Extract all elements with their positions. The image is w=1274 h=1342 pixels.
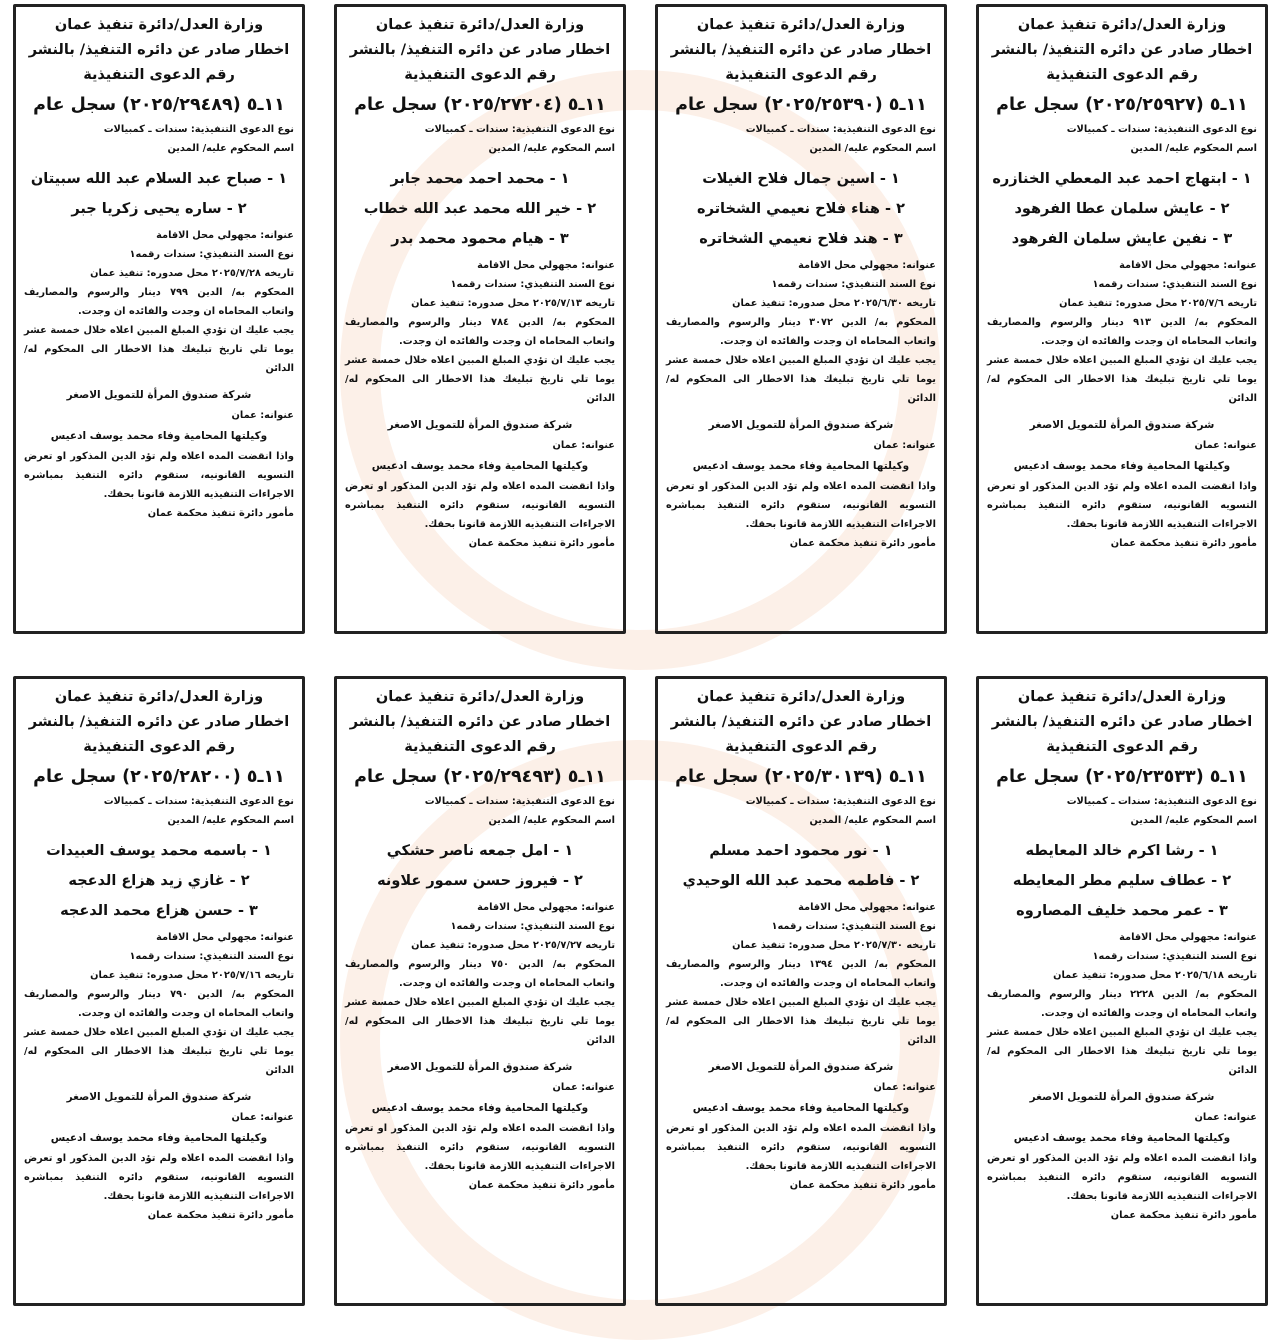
creditor-name: شركة صندوق المرأة للتمويل الاصغر [1029, 1091, 1215, 1103]
payment-notice: يجب عليك ان تؤدي المبلغ المبين اعلاه خلال خمسة عشر يوما تلي تاريخ تبليغك هذا الاخطار الى المحكوم له/ الدائن [24, 1027, 294, 1076]
notices-grid [12, 4, 1268, 1306]
debtor-names [345, 836, 615, 896]
creditor-address: عنوانه: عمان [1194, 440, 1257, 451]
debtor-name: ٢ - ساره يحيى زكريا جبر [71, 201, 247, 217]
case-suffix: سجل عام [354, 95, 438, 115]
amount-prefix: المحكوم به/ الدين [197, 287, 294, 298]
amount-line [666, 955, 936, 993]
creditor-address: عنوانه: عمان [873, 440, 936, 451]
debtor-name: ١ - محمد احمد محمد جابر [390, 171, 570, 187]
lawyer-name: وكيلتها المحامية وفاء محمد يوسف ادعيس [692, 460, 910, 472]
case-prefix: ١١ـ٥ [1209, 95, 1248, 115]
case-label: رقم الدعوى التنفيذية [1046, 739, 1198, 755]
warning-text: واذا انقضت المده اعلاه ولم تؤد الدين المذكور او تعرض التسويه القانونيه، ستقوم دائره التنفيذ بمباشره الاجراءات التنفيذيه اللازمة قانونا بحقك. [987, 1153, 1257, 1202]
debtor-name: ٣ - هند فلاح نعيمي الشخاتره [699, 231, 903, 247]
warning-text: واذا انقضت المده اعلاه ولم تؤد الدين المذكور او تعرض التسويه القانونيه، ستقوم دائره التنفيذ بمباشره الاجراءات التنفيذيه اللازمة قانونا بحقك. [666, 481, 936, 530]
date-line: تاريخه ٢٠٢٥/٦/٣٠ محل صدوره: تنفيذ عمان [732, 298, 936, 309]
amount-suffix: دينار والرسوم والمصاريف واتعاب المحاماه ان وجدت والفائده ان وجدت. [987, 317, 1257, 347]
address: عنوانه: مجهولي محل الاقامة [798, 260, 936, 271]
amount-suffix: دينار والرسوم والمصاريف واتعاب المحاماه ان وجدت والفائده ان وجدت. [24, 287, 294, 317]
debtor-label: اسم المحكوم عليه/ المدين [809, 815, 936, 826]
debtor-label: اسم المحكوم عليه/ المدين [488, 815, 615, 826]
officer-signature: مأمور دائرة تنفيذ محكمة عمان [1110, 1210, 1257, 1221]
amount-line [345, 313, 615, 351]
case-number-line [345, 90, 615, 120]
officer-signature: مأمور دائرة تنفيذ محكمة عمان [789, 538, 936, 549]
warning-text: واذا انقضت المده اعلاه ولم تؤد الدين المذكور او تعرض التسويه القانونيه، ستقوم دائره التنفيذ بمباشره الاجراءات التنفيذيه اللازمة قانونا بحقك. [666, 1123, 936, 1172]
debtor-names [666, 836, 936, 896]
case-number-line [666, 90, 936, 120]
debtor-label: اسم المحكوم عليه/ المدين [1130, 815, 1257, 826]
address: عنوانه: مجهولي محل الاقامة [1119, 932, 1257, 943]
debtor-names [345, 164, 615, 254]
case-suffix: سجل عام [996, 767, 1080, 787]
debtor-name: ١ - باسمه محمد يوسف العبيدات [46, 843, 272, 859]
amount-prefix: المحكوم به/ الدين [1160, 317, 1257, 328]
amount-suffix: دينار والرسوم والمصاريف واتعاب المحاماه ان وجدت والفائده ان وجدت. [987, 989, 1257, 1019]
debtor-name: ٢ - فاطمه محمد عبد الله الوحيدي [682, 873, 920, 889]
lawyer-name: وكيلتها المحامية وفاء محمد يوسف ادعيس [50, 430, 268, 442]
debtor-name: ٣ - نفين عايش سلمان الفرهود [1011, 231, 1233, 247]
date-line: تاريخه ٢٠٢٥/٦/١٨ محل صدوره: تنفيذ عمان [1053, 970, 1257, 981]
case-prefix: ١١ـ٥ [246, 95, 285, 115]
lawyer-name: وكيلتها المحامية وفاء محمد يوسف ادعيس [692, 1102, 910, 1114]
debtor-names [24, 836, 294, 926]
case-number-line [987, 762, 1257, 792]
instrument-type: نوع السند التنفيذي: سندات رقمه١ [771, 921, 936, 932]
debtor-name: ١ - اسين جمال فلاح الغيلات [702, 171, 900, 187]
date-line: تاريخه ٢٠٢٥/٧/٢٨ محل صدوره: تنفيذ عمان [90, 268, 294, 279]
case-prefix: ١١ـ٥ [888, 95, 927, 115]
lawyer-name: وكيلتها المحامية وفاء محمد يوسف ادعيس [371, 460, 589, 472]
address: عنوانه: مجهولي محل الاقامة [798, 902, 936, 913]
warning-text: واذا انقضت المده اعلاه ولم تؤد الدين المذكور او تعرض التسويه القانونيه، ستقوم دائره التنفيذ بمباشره الاجراءات التنفيذيه اللازمة قانونا بحقك. [345, 1123, 615, 1172]
warning-text: واذا انقضت المده اعلاه ولم تؤد الدين المذكور او تعرض التسويه القانونيه، ستقوم دائره التنفيذ بمباشره الاجراءات التنفيذيه اللازمة قانونا بحقك. [345, 481, 615, 530]
debtor-name: ١ - رشا اكرم خالد المعايطه [1025, 843, 1219, 859]
notice-title: اخطار صادر عن دائره التنفيذ/ بالنشر [349, 714, 611, 730]
amount-value: ٧٩٩ [170, 287, 189, 298]
notice-title: اخطار صادر عن دائره التنفيذ/ بالنشر [349, 42, 611, 58]
lawyer-name: وكيلتها المحامية وفاء محمد يوسف ادعيس [371, 1102, 589, 1114]
debtor-name: ١ - صباح عبد السلام عبد الله سبيتان [30, 171, 288, 187]
case-suffix: سجل عام [675, 767, 759, 787]
amount-suffix: دينار والرسوم والمصاريف واتعاب المحاماه ان وجدت والفائده ان وجدت. [666, 317, 936, 347]
payment-notice: يجب عليك ان تؤدي المبلغ المبين اعلاه خلال خمسة عشر يوما تلي تاريخ تبليغك هذا الاخطار الى المحكوم له/ الدائن [345, 997, 615, 1046]
debtor-label: اسم المحكوم عليه/ المدين [809, 143, 936, 154]
creditor-address: عنوانه: عمان [552, 1082, 615, 1093]
case-label: رقم الدعوى التنفيذية [83, 739, 235, 755]
debtor-names [987, 836, 1257, 926]
debtor-name: ٢ - غازي زيد هزاع الدعجه [68, 873, 250, 889]
debtor-name: ٢ - عايش سلمان عطا الفرهود [1014, 201, 1230, 217]
debtor-label: اسم المحكوم عليه/ المدين [488, 143, 615, 154]
debtor-name: ٢ - هناء فلاح نعيمي الشخاتره [697, 201, 905, 217]
creditor-address: عنوانه: عمان [1194, 1112, 1257, 1123]
amount-prefix: المحكوم به/ الدين [518, 959, 615, 970]
debtor-name: ٣ - هيام محمود محمد بدر [391, 231, 569, 247]
ministry-header: وزارة العدل/دائرة تنفيذ عمان [696, 17, 906, 33]
creditor-address: عنوانه: عمان [552, 440, 615, 451]
legal-notice [655, 676, 947, 1306]
amount-value: ٣٠٧٢ [809, 317, 834, 328]
debtor-label: اسم المحكوم عليه/ المدين [167, 143, 294, 154]
creditor-address: عنوانه: عمان [231, 410, 294, 421]
instrument-type: نوع السند التنفيذي: سندات رقمه١ [129, 951, 294, 962]
case-label: رقم الدعوى التنفيذية [404, 739, 556, 755]
case-type: نوع الدعوى التنفيذية: سندات ـ كمبيالات [745, 124, 936, 135]
address: عنوانه: مجهولي محل الاقامة [477, 260, 615, 271]
amount-prefix: المحكوم به/ الدين [841, 959, 936, 970]
amount-line [345, 955, 615, 993]
payment-notice: يجب عليك ان تؤدي المبلغ المبين اعلاه خلال خمسة عشر يوما تلي تاريخ تبليغك هذا الاخطار الى المحكوم له/ الدائن [24, 325, 294, 374]
creditor-address: عنوانه: عمان [873, 1082, 936, 1093]
amount-suffix: دينار والرسوم والمصاريف واتعاب المحاماه ان وجدت والفائده ان وجدت. [345, 959, 615, 989]
case-label: رقم الدعوى التنفيذية [725, 67, 877, 83]
debtor-names [987, 164, 1257, 254]
instrument-type: نوع السند التنفيذي: سندات رقمه١ [771, 279, 936, 290]
payment-notice: يجب عليك ان تؤدي المبلغ المبين اعلاه خلال خمسة عشر يوما تلي تاريخ تبليغك هذا الاخطار الى المحكوم له/ الدائن [666, 997, 936, 1046]
amount-line [24, 985, 294, 1023]
creditor-name: شركة صندوق المرأة للتمويل الاصغر [387, 1061, 573, 1073]
case-number: (٢٠٢٥/٢٥٩٢٧) [1085, 95, 1204, 115]
ministry-header: وزارة العدل/دائرة تنفيذ عمان [696, 689, 906, 705]
case-label: رقم الدعوى التنفيذية [83, 67, 235, 83]
amount-suffix: دينار والرسوم والمصاريف واتعاب المحاماه ان وجدت والفائده ان وجدت. [24, 989, 294, 1019]
case-label: رقم الدعوى التنفيذية [725, 739, 877, 755]
payment-notice: يجب عليك ان تؤدي المبلغ المبين اعلاه خلال خمسة عشر يوما تلي تاريخ تبليغك هذا الاخطار الى المحكوم له/ الدائن [666, 355, 936, 404]
case-type: نوع الدعوى التنفيذية: سندات ـ كمبيالات [1066, 796, 1257, 807]
debtor-name: ٣ - حسن هزاع محمد الدعجه [60, 903, 258, 919]
legal-notice [334, 4, 626, 634]
debtor-name: ١ - نور محمود احمد مسلم [709, 843, 893, 859]
instrument-type: نوع السند التنفيذي: سندات رقمه١ [450, 921, 615, 932]
warning-text: واذا انقضت المده اعلاه ولم تؤد الدين المذكور او تعرض التسويه القانونيه، ستقوم دائره التنفيذ بمباشره الاجراءات التنفيذيه اللازمة قانونا بحقك. [24, 451, 294, 500]
date-line: تاريخه ٢٠٢٥/٧/١٣ محل صدوره: تنفيذ عمان [411, 298, 615, 309]
officer-signature: مأمور دائرة تنفيذ محكمة عمان [468, 538, 615, 549]
case-prefix: ١١ـ٥ [1209, 767, 1248, 787]
amount-suffix: دينار والرسوم والمصاريف واتعاب المحاماه ان وجدت والفائده ان وجدت. [666, 959, 936, 989]
amount-value: ٧٩٠ [170, 989, 189, 1000]
ministry-header: وزارة العدل/دائرة تنفيذ عمان [375, 689, 585, 705]
notice-title: اخطار صادر عن دائره التنفيذ/ بالنشر [991, 714, 1253, 730]
creditor-name: شركة صندوق المرأة للتمويل الاصغر [708, 419, 894, 431]
amount-prefix: المحكوم به/ الدين [841, 317, 936, 328]
case-number: (٢٠٢٥/٢٨٢٠٠) [122, 767, 241, 787]
lawyer-name: وكيلتها المحامية وفاء محمد يوسف ادعيس [50, 1132, 268, 1144]
address: عنوانه: مجهولي محل الاقامة [477, 902, 615, 913]
legal-notice [13, 676, 305, 1306]
creditor-name: شركة صندوق المرأة للتمويل الاصغر [66, 1091, 252, 1103]
officer-signature: مأمور دائرة تنفيذ محكمة عمان [147, 508, 294, 519]
case-prefix: ١١ـ٥ [888, 767, 927, 787]
amount-line [24, 283, 294, 321]
notice-title: اخطار صادر عن دائره التنفيذ/ بالنشر [28, 714, 290, 730]
debtor-name: ٢ - عطاف سليم مطر المعايطه [1012, 873, 1232, 889]
case-type: نوع الدعوى التنفيذية: سندات ـ كمبيالات [424, 796, 615, 807]
ministry-header: وزارة العدل/دائرة تنفيذ عمان [375, 17, 585, 33]
case-type: نوع الدعوى التنفيذية: سندات ـ كمبيالات [1066, 124, 1257, 135]
case-number-line [666, 762, 936, 792]
case-suffix: سجل عام [996, 95, 1080, 115]
ministry-header: وزارة العدل/دائرة تنفيذ عمان [54, 689, 264, 705]
legal-notice [976, 676, 1268, 1306]
payment-notice: يجب عليك ان تؤدي المبلغ المبين اعلاه خلال خمسة عشر يوما تلي تاريخ تبليغك هذا الاخطار الى المحكوم له/ الدائن [345, 355, 615, 404]
notice-title: اخطار صادر عن دائره التنفيذ/ بالنشر [28, 42, 290, 58]
case-number-line [345, 762, 615, 792]
legal-notice [976, 4, 1268, 634]
case-type: نوع الدعوى التنفيذية: سندات ـ كمبيالات [103, 124, 294, 135]
amount-value: ٢٢٢٨ [1130, 989, 1155, 1000]
lawyer-name: وكيلتها المحامية وفاء محمد يوسف ادعيس [1013, 460, 1231, 472]
warning-text: واذا انقضت المده اعلاه ولم تؤد الدين المذكور او تعرض التسويه القانونيه، ستقوم دائره التنفيذ بمباشره الاجراءات التنفيذيه اللازمة قانونا بحقك. [24, 1153, 294, 1202]
officer-signature: مأمور دائرة تنفيذ محكمة عمان [1110, 538, 1257, 549]
case-type: نوع الدعوى التنفيذية: سندات ـ كمبيالات [103, 796, 294, 807]
case-number: (٢٠٢٥/٢٧٢٠٤) [443, 95, 562, 115]
officer-signature: مأمور دائرة تنفيذ محكمة عمان [789, 1180, 936, 1191]
case-label: رقم الدعوى التنفيذية [404, 67, 556, 83]
case-label: رقم الدعوى التنفيذية [1046, 67, 1198, 83]
case-number: (٢٠٢٥/٢٥٣٩٠) [764, 95, 883, 115]
date-line: تاريخه ٢٠٢٥/٧/٢٧ محل صدوره: تنفيذ عمان [411, 940, 615, 951]
case-suffix: سجل عام [33, 767, 117, 787]
date-line: تاريخه ٢٠٢٥/٧/٣٠ محل صدوره: تنفيذ عمان [732, 940, 936, 951]
amount-prefix: المحكوم به/ الدين [197, 989, 294, 1000]
lawyer-name: وكيلتها المحامية وفاء محمد يوسف ادعيس [1013, 1132, 1231, 1144]
case-type: نوع الدعوى التنفيذية: سندات ـ كمبيالات [424, 124, 615, 135]
debtor-label: اسم المحكوم عليه/ المدين [1130, 143, 1257, 154]
date-line: تاريخه ٢٠٢٥/٧/٦ محل صدوره: تنفيذ عمان [1059, 298, 1257, 309]
case-type: نوع الدعوى التنفيذية: سندات ـ كمبيالات [745, 796, 936, 807]
amount-line [987, 313, 1257, 351]
case-number: (٢٠٢٥/٢٩٤٩٣) [443, 767, 562, 787]
instrument-type: نوع السند التنفيذي: سندات رقمه١ [1092, 951, 1257, 962]
case-number-line [24, 90, 294, 120]
notice-title: اخطار صادر عن دائره التنفيذ/ بالنشر [670, 714, 932, 730]
amount-value: ٧٨٤ [491, 317, 510, 328]
address: عنوانه: مجهولي محل الاقامة [156, 230, 294, 241]
debtor-name: ٢ - خير الله محمد عبد الله خطاب [363, 201, 597, 217]
creditor-name: شركة صندوق المرأة للتمويل الاصغر [66, 389, 252, 401]
debtor-name: ١ - ابتهاج احمد عبد المعطي الخنازره [992, 171, 1252, 187]
payment-notice: يجب عليك ان تؤدي المبلغ المبين اعلاه خلال خمسة عشر يوما تلي تاريخ تبليغك هذا الاخطار الى المحكوم له/ الدائن [987, 1027, 1257, 1076]
address: عنوانه: مجهولي محل الاقامة [156, 932, 294, 943]
case-number: (٢٠٢٥/٢٣٥٣٣) [1085, 767, 1204, 787]
case-number: (٢٠٢٥/٢٩٤٨٩) [122, 95, 241, 115]
debtor-names [24, 164, 294, 224]
creditor-address: عنوانه: عمان [231, 1112, 294, 1123]
creditor-name: شركة صندوق المرأة للتمويل الاصغر [387, 419, 573, 431]
amount-value: ٧٥٠ [491, 959, 510, 970]
warning-text: واذا انقضت المده اعلاه ولم تؤد الدين المذكور او تعرض التسويه القانونيه، ستقوم دائره التنفيذ بمباشره الاجراءات التنفيذيه اللازمة قانونا بحقك. [987, 481, 1257, 530]
payment-notice: يجب عليك ان تؤدي المبلغ المبين اعلاه خلال خمسة عشر يوما تلي تاريخ تبليغك هذا الاخطار الى المحكوم له/ الدائن [987, 355, 1257, 404]
instrument-type: نوع السند التنفيذي: سندات رقمه١ [450, 279, 615, 290]
debtor-names [666, 164, 936, 254]
instrument-type: نوع السند التنفيذي: سندات رقمه١ [129, 249, 294, 260]
legal-notice [13, 4, 305, 634]
amount-value: ١٣٩٤ [809, 959, 834, 970]
case-number-line [987, 90, 1257, 120]
case-suffix: سجل عام [675, 95, 759, 115]
instrument-type: نوع السند التنفيذي: سندات رقمه١ [1092, 279, 1257, 290]
ministry-header: وزارة العدل/دائرة تنفيذ عمان [1017, 689, 1227, 705]
case-prefix: ١١ـ٥ [567, 95, 606, 115]
case-prefix: ١١ـ٥ [567, 767, 606, 787]
officer-signature: مأمور دائرة تنفيذ محكمة عمان [468, 1180, 615, 1191]
case-suffix: سجل عام [354, 767, 438, 787]
amount-line [666, 313, 936, 351]
case-prefix: ١١ـ٥ [246, 767, 285, 787]
legal-notice [334, 676, 626, 1306]
officer-signature: مأمور دائرة تنفيذ محكمة عمان [147, 1210, 294, 1221]
case-suffix: سجل عام [33, 95, 117, 115]
ministry-header: وزارة العدل/دائرة تنفيذ عمان [54, 17, 264, 33]
date-line: تاريخه ٢٠٢٥/٧/١٦ محل صدوره: تنفيذ عمان [90, 970, 294, 981]
amount-suffix: دينار والرسوم والمصاريف واتعاب المحاماه ان وجدت والفائده ان وجدت. [345, 317, 615, 347]
case-number: (٢٠٢٥/٣٠١٣٩) [764, 767, 883, 787]
amount-prefix: المحكوم به/ الدين [518, 317, 615, 328]
legal-notice [655, 4, 947, 634]
creditor-name: شركة صندوق المرأة للتمويل الاصغر [1029, 419, 1215, 431]
amount-line [987, 985, 1257, 1023]
debtor-name: ٣ - عمر محمد خليف المصاروه [1016, 903, 1228, 919]
address: عنوانه: مجهولي محل الاقامة [1119, 260, 1257, 271]
debtor-label: اسم المحكوم عليه/ المدين [167, 815, 294, 826]
amount-prefix: المحكوم به/ الدين [1162, 989, 1257, 1000]
debtor-name: ١ - امل جمعه ناصر حشكي [386, 843, 574, 859]
notice-title: اخطار صادر عن دائره التنفيذ/ بالنشر [670, 42, 932, 58]
creditor-name: شركة صندوق المرأة للتمويل الاصغر [708, 1061, 894, 1073]
debtor-name: ٢ - فيروز حسن سمور علاونه [377, 873, 583, 889]
case-number-line [24, 762, 294, 792]
amount-value: ٩١٣ [1133, 317, 1152, 328]
ministry-header: وزارة العدل/دائرة تنفيذ عمان [1017, 17, 1227, 33]
notice-title: اخطار صادر عن دائره التنفيذ/ بالنشر [991, 42, 1253, 58]
